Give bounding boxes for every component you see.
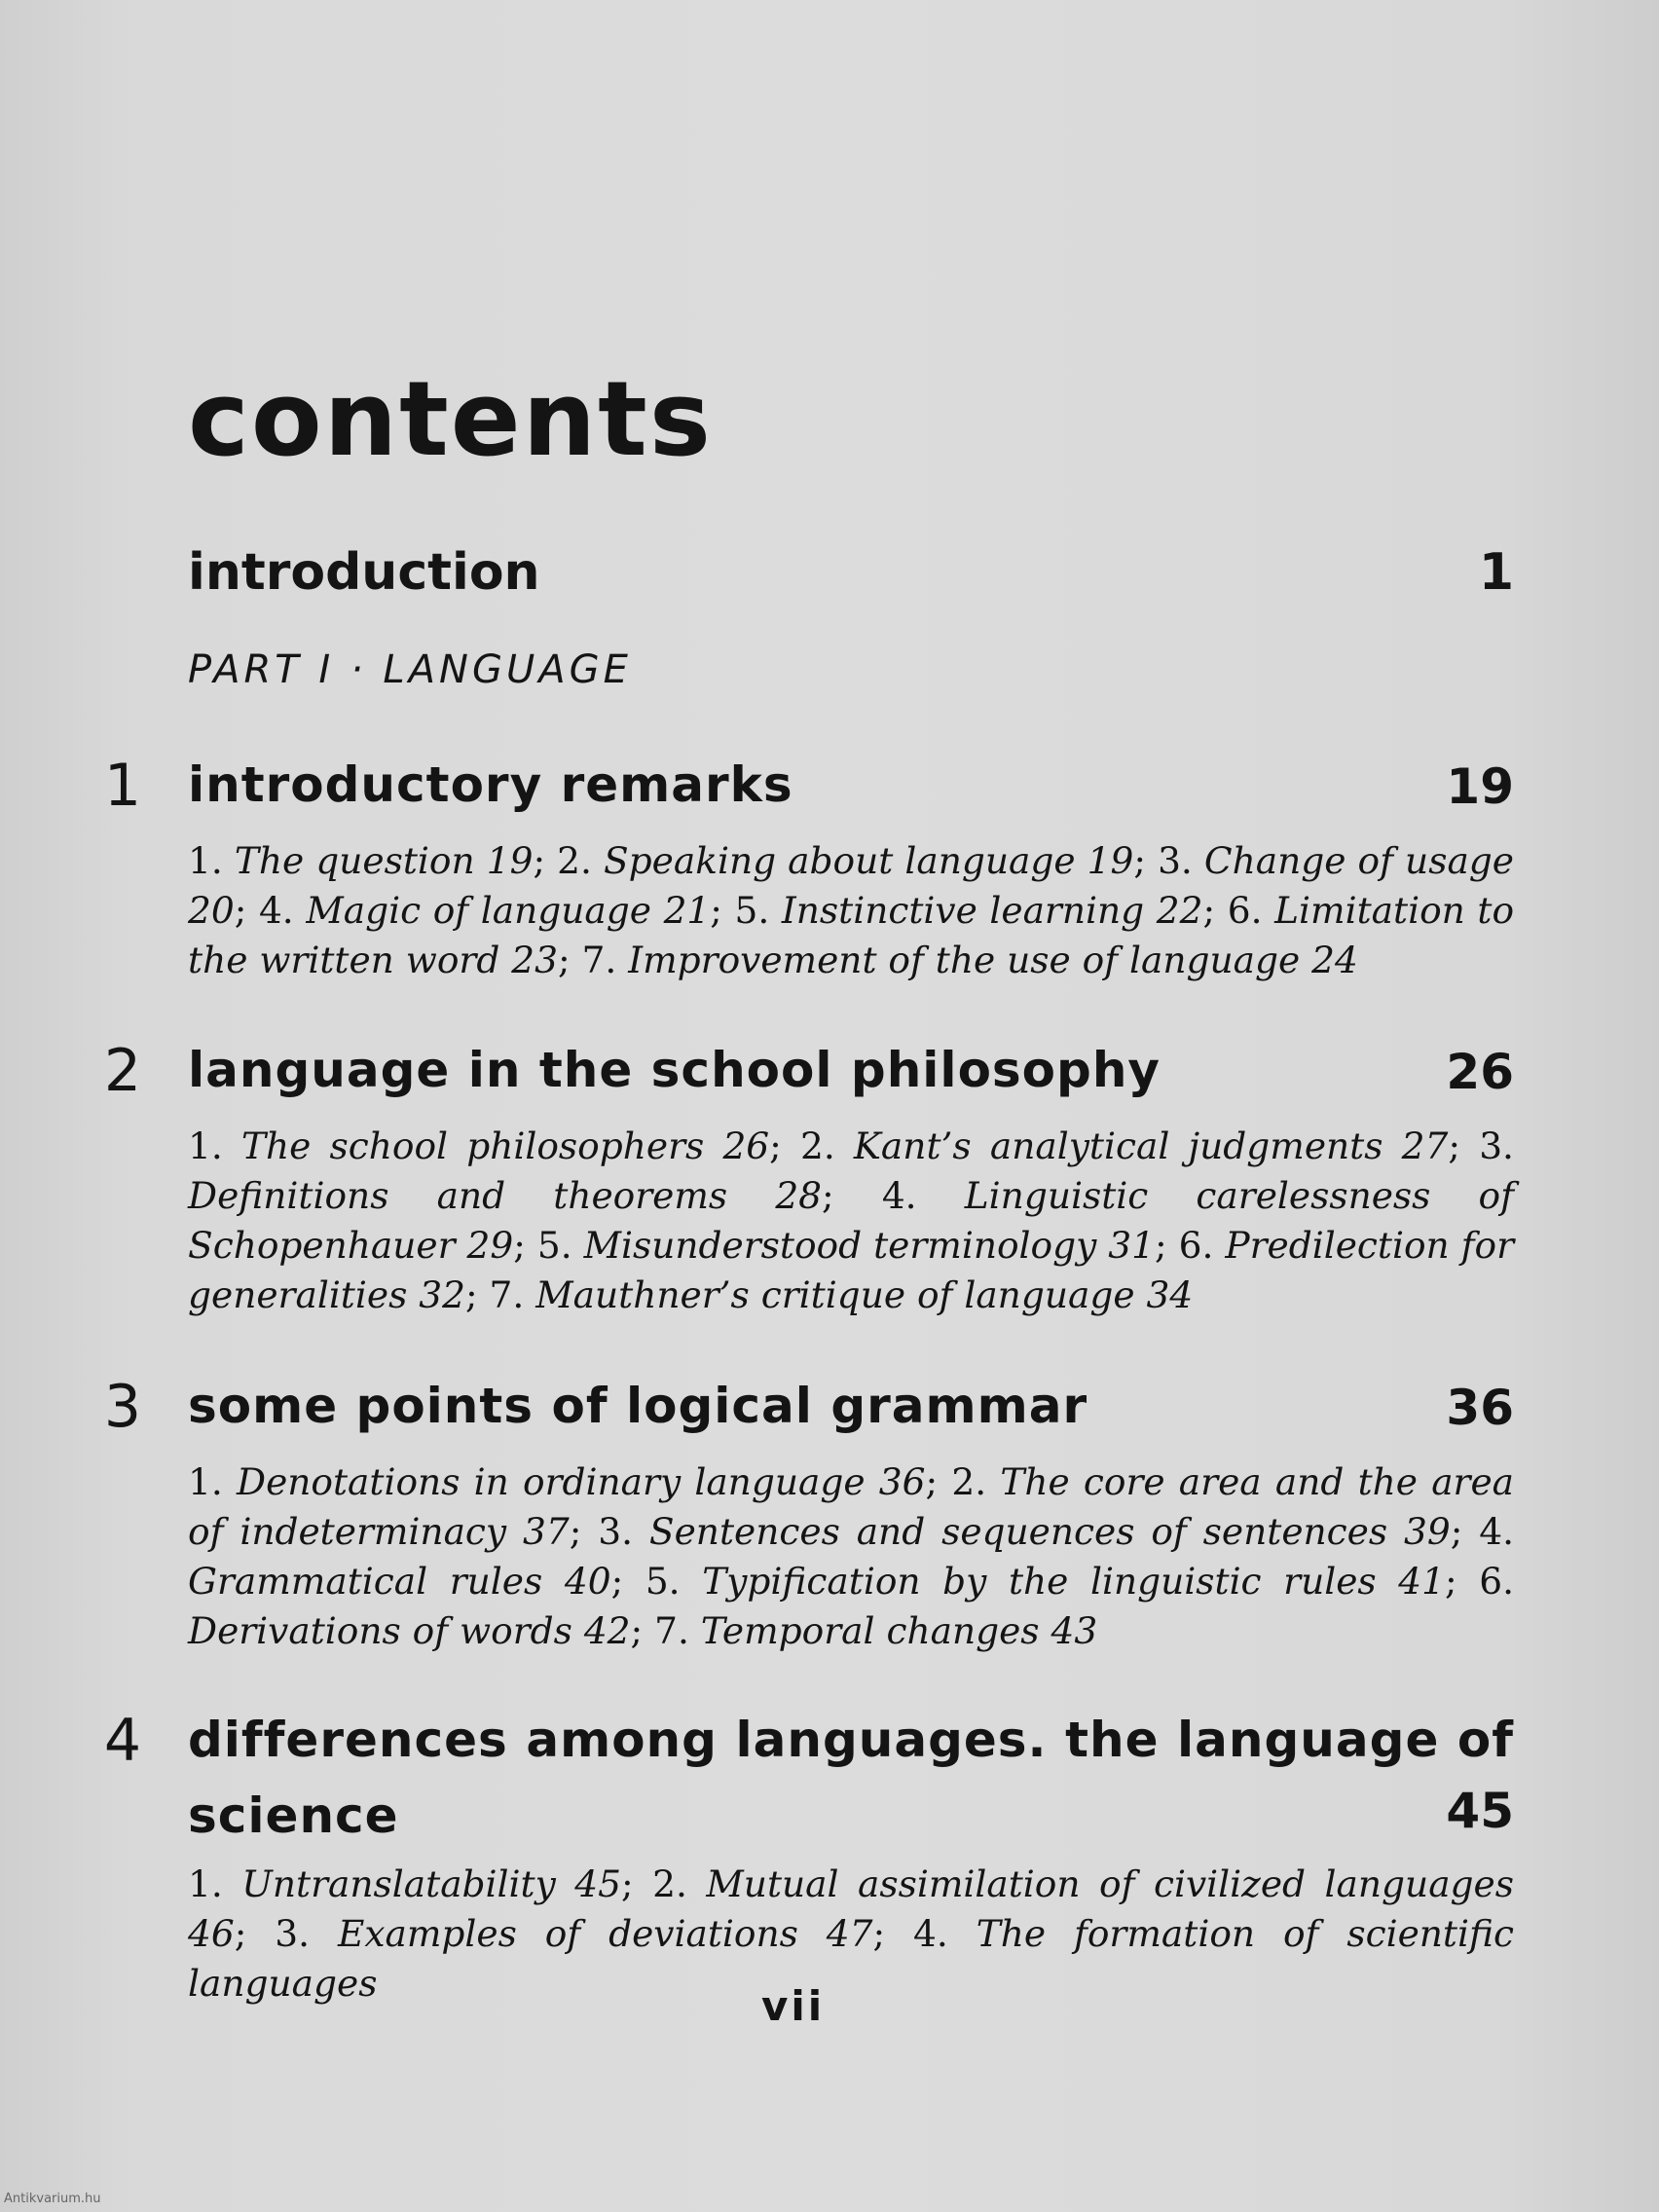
- section-separator: ;: [822, 1174, 882, 1217]
- section-page-number: 22: [1156, 889, 1203, 932]
- section-number: 3.: [275, 1912, 311, 1955]
- section-entry: [275, 1912, 872, 1955]
- section-list: [188, 1860, 1514, 2009]
- section-title: Temporal changes: [700, 1609, 1040, 1652]
- section-entry: [735, 889, 1203, 932]
- section-number: 4.: [258, 889, 294, 932]
- section-page-number: 20: [188, 889, 235, 932]
- introduction-page-number: 1: [1478, 543, 1514, 602]
- section-title: Limitation to the written word: [188, 889, 1515, 981]
- section-title: Derivations of words: [188, 1609, 572, 1652]
- section-page-number: 34: [1146, 1273, 1194, 1316]
- section-number: 5.: [645, 1560, 681, 1603]
- section-number: 3.: [1158, 839, 1193, 882]
- section-page-number: 28: [775, 1174, 823, 1217]
- introduction-label: introduction: [188, 543, 540, 602]
- section-separator: ;: [1448, 1124, 1480, 1167]
- section-entry: [645, 1560, 1445, 1603]
- section-title: Denotations in ordinary language: [237, 1460, 866, 1503]
- section-title: Examples of deviations: [337, 1912, 798, 1955]
- section-title: The question: [234, 839, 475, 882]
- section-number: 7.: [489, 1273, 525, 1316]
- section-number: 5.: [734, 889, 770, 932]
- section-page-number: 31: [1108, 1224, 1156, 1267]
- section-title: Speaking about language: [603, 839, 1076, 882]
- section-list: [188, 836, 1514, 985]
- section-number: 6.: [1178, 1224, 1214, 1267]
- introduction-entry: [188, 543, 1514, 602]
- section-page-number: 26: [722, 1124, 770, 1167]
- section-list: [188, 1457, 1514, 1656]
- section-page-number: 45: [574, 1862, 621, 1905]
- section-page-number: 21: [663, 889, 711, 932]
- section-title: Predilection for generalities: [188, 1224, 1515, 1316]
- section-entry: [188, 839, 533, 882]
- section-separator: ;: [1155, 1224, 1179, 1267]
- section-title: The school philosophers: [240, 1124, 705, 1167]
- section-title: Instinctive learning: [781, 889, 1145, 932]
- section-entry: [490, 1273, 1194, 1316]
- chapter-page-number: 26: [1446, 1044, 1514, 1100]
- section-page-number: 36: [878, 1460, 926, 1503]
- section-number: 1.: [188, 1460, 223, 1503]
- section-entry: [537, 1224, 1155, 1267]
- section-page-number: 42: [583, 1609, 631, 1652]
- section-page-number: 39: [1404, 1510, 1451, 1553]
- section-title: Typification by the linguistic rules: [702, 1560, 1377, 1603]
- section-title: Misunderstood terminology: [583, 1224, 1097, 1267]
- chapter-number: 3: [103, 1373, 141, 1441]
- section-title: The core area and the area of indeterminacy: [188, 1460, 1515, 1553]
- page-title: contents: [188, 359, 713, 479]
- part-heading: PART I · LANGUAGE: [188, 647, 632, 692]
- section-page-number: 23: [511, 939, 559, 981]
- section-title: Kant’s analytical judgments: [853, 1124, 1383, 1167]
- section-title: Linguistic carelessness of Schopenhauer: [188, 1174, 1515, 1267]
- section-separator: ;: [710, 889, 735, 932]
- section-separator: ;: [234, 889, 259, 932]
- section-title: Mauthner’s critique of language: [535, 1273, 1135, 1316]
- chapter-page-number: 36: [1446, 1380, 1514, 1436]
- section-entry: [598, 1510, 1450, 1553]
- section-entry: [259, 889, 710, 932]
- section-number: 1.: [188, 1124, 223, 1167]
- section-separator: ;: [1202, 889, 1228, 932]
- section-page-number: 29: [466, 1224, 514, 1267]
- section-number: 4.: [881, 1174, 917, 1217]
- page-folio: vii: [761, 1982, 826, 2030]
- section-separator: ;: [533, 839, 558, 882]
- section-page-number: 19: [486, 839, 534, 882]
- section-page-number: 24: [1311, 939, 1358, 981]
- section-separator: ;: [1445, 1560, 1480, 1603]
- section-separator: ;: [925, 1460, 952, 1503]
- section-title: Grammatical rules: [188, 1560, 543, 1603]
- section-separator: ;: [1133, 839, 1159, 882]
- chapter-title: differences among languages. the language of science: [188, 1712, 1514, 1844]
- section-entry: [800, 1124, 1448, 1167]
- section-title: Untranslatability: [241, 1862, 556, 1905]
- section-page-number: 47: [826, 1912, 873, 1955]
- section-page-number: 27: [1401, 1124, 1449, 1167]
- section-separator: ;: [621, 1862, 653, 1905]
- section-title: Mutual assimilation of civilized languages: [706, 1862, 1514, 1905]
- section-entry: [557, 839, 1133, 882]
- section-title: Sentences and sequences of sentences: [648, 1510, 1388, 1553]
- chapter-number: 1: [103, 752, 141, 820]
- section-number: 2.: [951, 1460, 987, 1503]
- section-separator: ;: [234, 1912, 276, 1955]
- section-number: 6.: [1479, 1560, 1515, 1603]
- watermark-stamp: Antikvarium.hu: [4, 2192, 101, 2206]
- section-number: 3.: [1479, 1124, 1514, 1167]
- section-number: 1.: [188, 1862, 223, 1905]
- chapter-title: language in the school philosophy: [188, 1042, 1161, 1098]
- section-separator: ;: [610, 1560, 645, 1603]
- section-number: 2.: [799, 1124, 835, 1167]
- section-page-number: 46: [188, 1912, 235, 1955]
- section-page-number: 40: [564, 1560, 611, 1603]
- section-separator: ;: [464, 1273, 490, 1316]
- section-separator: ;: [769, 1124, 800, 1167]
- chapter-title: some points of logical grammar: [188, 1378, 1088, 1434]
- chapter-title: introductory remarks: [188, 756, 793, 813]
- section-separator: ;: [872, 1912, 914, 1955]
- section-title: Change of usage: [1203, 839, 1514, 882]
- section-entry: [188, 1124, 769, 1167]
- section-separator: ;: [558, 939, 582, 981]
- section-page-number: 43: [1051, 1609, 1098, 1652]
- chapter-page-number: 19: [1446, 758, 1514, 815]
- section-title: Definitions and theorems: [188, 1174, 728, 1217]
- section-entry: [188, 1460, 926, 1503]
- section-entry: [654, 1609, 1097, 1652]
- section-list: [188, 1122, 1514, 1320]
- section-page-number: 19: [1087, 839, 1134, 882]
- section-entry: [188, 1862, 621, 1905]
- section-separator: ;: [513, 1224, 537, 1267]
- chapter-number: 4: [103, 1707, 141, 1775]
- section-number: 2.: [652, 1862, 687, 1905]
- section-separator: ;: [1450, 1510, 1480, 1553]
- section-number: 4.: [1479, 1510, 1515, 1553]
- section-number: 5.: [536, 1224, 572, 1267]
- section-number: 7.: [581, 939, 617, 981]
- section-title: Magic of language: [306, 889, 651, 932]
- section-entry: [582, 939, 1358, 981]
- section-page-number: 37: [523, 1510, 570, 1553]
- section-number: 3.: [598, 1510, 634, 1553]
- section-page-number: 32: [419, 1273, 465, 1316]
- section-number: 2.: [557, 839, 592, 882]
- section-title: The formation of scientific languages: [188, 1912, 1514, 2005]
- section-number: 6.: [1227, 889, 1263, 932]
- section-title: Improvement of the use of language: [628, 939, 1301, 981]
- section-number: 1.: [188, 839, 223, 882]
- section-number: 7.: [654, 1609, 689, 1652]
- section-page-number: 41: [1398, 1560, 1445, 1603]
- section-number: 4.: [913, 1912, 948, 1955]
- chapter-page-number: 45: [1446, 1783, 1514, 1839]
- section-separator: ;: [569, 1510, 599, 1553]
- chapter-number: 2: [103, 1037, 141, 1105]
- section-separator: ;: [630, 1609, 655, 1652]
